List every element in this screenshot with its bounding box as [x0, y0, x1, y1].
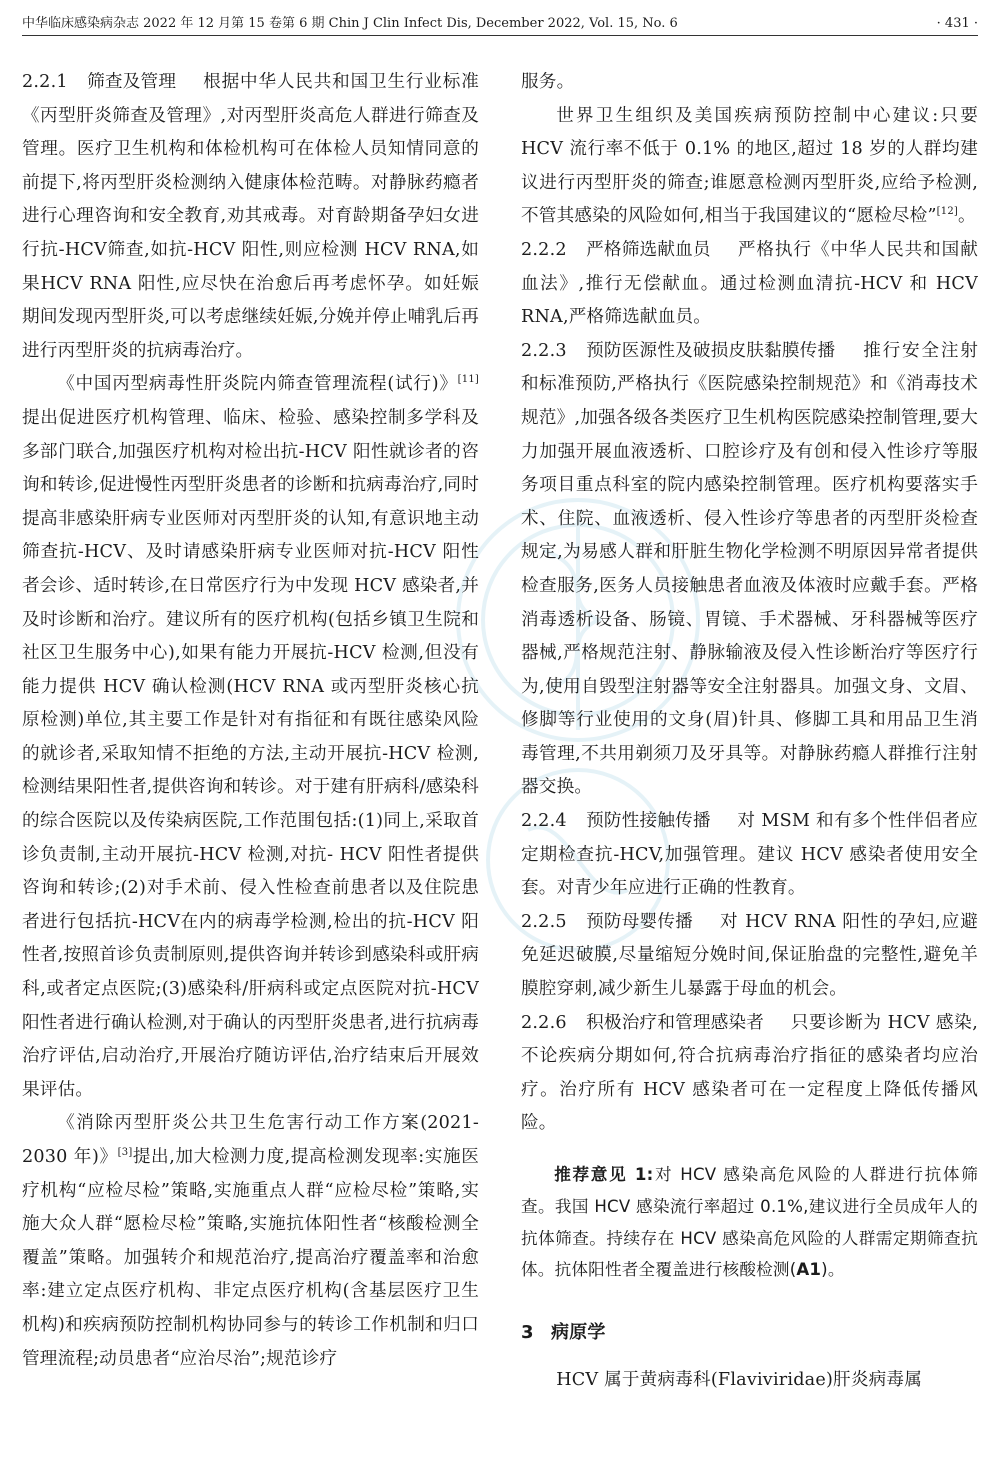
chapter-heading: [521, 1316, 978, 1350]
paragraph-continuation: 服务。: [521, 72, 575, 92]
body-columns: [22, 66, 978, 1449]
text-run: 提出促进医疗机构管理、临床、检验、感染控制多学科及多部门联合,加强医疗机构对检出抗-HCV 阳性就诊者的咨询和转诊,促进慢性丙型肝炎患者的诊断和抗病毒治疗,同时提高非感染肝病专业医师对丙型肝炎的认知,有意识地主动筛查抗-HCV、及时请感染肝病专业医师对抗-HCV 阳性者会诊、适时转诊,在日常医疗行为中发现 HCV 感染者,并及时诊断和治疗。建议所有的医疗机构(包括乡镇卫生院和社区卫生服务中心),如果有能力开展抗-HCV 检测,但没有能力提供 HCV 确认检测(HCV RNA 或丙型肝炎核心抗原检测)单位,其主要工作是针对有指征和有既往感染风险的就诊者,采取知情不拒绝的方法,主动开展抗-HCV 检测,检测结果阳性者,提供咨询和转诊。对于建有肝病科/感染科的综合医院以及传染病医院,工作范围包括:(1)同上,采取首诊负责制,主动开展抗-HCV 检测,对抗- HCV 阳性者提供咨询和转诊;(2)对手术前、侵入性检查前患者以及住院患者进行包括抗-HCV在内的病毒学检测,检出的抗-HCV 阳性者,按照首诊负责制原则,提供咨询并转诊到感染科或肝病科,或者定点医院;(3)感染科/肝病科或定点医院对抗-HCV 阳性者进行确认检测,对于确认的丙型肝炎患者,进行抗病毒治疗评估,启动治疗,开展治疗随访评估,治疗结束后开展效果评估。: [22, 407, 479, 1100]
section-2-2-1: [22, 66, 479, 368]
citation-ref: [11]: [457, 374, 479, 386]
citation-ref: [12]: [936, 206, 958, 218]
text-run: )。: [821, 1260, 845, 1280]
section-2-2-6: [521, 1007, 978, 1141]
paragraph-screening-process: [22, 368, 479, 1107]
text-run: 《中国丙型病毒性肝炎院内筛查管理流程(试行)》: [57, 374, 458, 395]
recommendation-text: 对 HCV 感染高危风险的人群进行抗体筛查。我国 HCV 感染流行率超过 0.1%,建议进行全员成年人的抗体筛查。持续存在 HCV 感染高危风险的人群需定期筛查抗体。抗体阳性者全覆盖进行核酸检测(: [521, 1165, 978, 1280]
journal-citation: 中华临床感染病杂志 2022 年 12 月第 15 卷第 6 期 Chin J Clin Infect Dis, December 2022, Vol. 15, No. 6: [22, 16, 678, 31]
recommendation-grade: A1: [796, 1260, 822, 1280]
section-body: 根据中华人民共和国卫生行业标准《丙型肝炎筛查及管理》,对丙型肝炎高危人群进行筛查及管理。医疗卫生机构和体检机构可在体检人员知情同意的前提下,将丙型肝炎检测纳入健康体检范畴。对静脉药瘾者进行心理咨询和安全教育,劝其戒毒。对育龄期备孕妇女进行抗-HCV筛查,如抗-HCV 阳性,则应检测 HCV RNA,如果HCV RNA 阳性,应尽快在治愈后再考虑怀孕。如妊娠期间发现丙型肝炎,可以考虑继续妊娠,分娩并停止哺乳后再进行丙型肝炎的抗病毒治疗。: [22, 72, 479, 361]
text-run: 世界卫生组织及美国疾病预防控制中心建议:只要 HCV 流行率不低于 0.1% 的地区,超过 18 岁的人群均建议进行丙型肝炎的筛查;谁愿意检测丙型肝炎,应给予检测,不管其感染的风险如何,相当于我国建议的“愿检尽检”: [521, 105, 978, 227]
section-title: 严格筛选献血员: [586, 239, 711, 260]
section-title: 预防医源性及破损皮肤黏膜传播: [586, 340, 836, 361]
section-title: 预防性接触传播: [586, 811, 711, 832]
chapter-number: 3: [521, 1322, 534, 1344]
section-number: 2.2.1: [22, 72, 68, 92]
section-body: 对 MSM 和有多个性伴侣者应定期检查抗-HCV,加强管理。建议 HCV 感染者使用安全套。对青少年应进行正确的性教育。: [521, 811, 978, 899]
running-header: [22, 13, 978, 36]
section-2-2-2: [521, 234, 978, 335]
chapter-title: 病原学: [551, 1322, 606, 1344]
section-number: 2.2.4: [521, 811, 567, 832]
spacer: [521, 1350, 978, 1364]
paragraph-action-plan: [22, 1107, 479, 1376]
section-2-2-5: [521, 906, 978, 1007]
paragraph-virology: HCV 属于黄病毒科(Flaviviridae)肝炎病毒属: [556, 1369, 923, 1390]
section-2-2-4: [521, 805, 978, 906]
page-number: · 431 ·: [936, 16, 978, 31]
right-column: [521, 66, 978, 1449]
section-body: 严格执行《中华人民共和国献血法》,推行无偿献血。通过检测血清抗-HCV 和 HCV RNA,严格筛选献血员。: [521, 239, 978, 328]
text-run: 。: [957, 206, 976, 227]
citation-ref: [3]: [117, 1147, 133, 1159]
section-body: 只要诊断为 HCV 感染,不论疾病分期如何,符合抗病毒治疗指征的感染者均应治疗。治疗所有 HCV 感染者可在一定程度上降低传播风险。: [521, 1012, 978, 1134]
section-number: 2.2.6: [521, 1012, 567, 1033]
left-column: [22, 66, 479, 1449]
text-run: 《消除丙型肝炎公共卫生危害行动工作方案(2021-2030 年)》: [22, 1113, 479, 1167]
section-number: 2.2.5: [521, 911, 567, 932]
text-run: 提出,加大检测力度,提高检测发现率:实施医疗机构“应检尽检”策略,实施重点人群“应检尽检”策略,实施大众人群“愿检尽检”策略,实施抗体阳性者“核酸检测全覆盖”策略。加强转介和规范治疗,提高治疗覆盖率和治愈率:建立定点医疗机构、非定点医疗机构(含基层医疗卫生机构)和疾病预防控制机构协同参与的转诊工作机制和归口管理流程;动员患者“应治尽治”;规范诊疗: [22, 1147, 479, 1369]
section-title: 预防母婴传播: [586, 911, 693, 932]
section-2-2-3: [521, 335, 978, 805]
section-number: 2.2.2: [521, 239, 567, 260]
recommendation-1: [521, 1159, 978, 1286]
section-body: 推行安全注射和标准预防,严格执行《医院感染控制规范》和《消毒技术规范》,加强各级各类医疗卫生机构医院感染控制管理,要大力加强开展血液透析、口腔诊疗及有创和侵入性诊疗等服务项目重点科室的院内感染控制管理。医疗机构要落实手术、住院、血液透析、侵入性诊疗等患者的丙型肝炎检查规定,为易感人群和肝脏生物化学检测不明原因异常者提供检查服务,医务人员接触患者血液及体液时应戴手套。严格消毒透析设备、肠镜、胃镜、手术器械、牙科器械等医疗器械,严格规范注射、静脉输液及侵入性诊断治疗等医疗行为,使用自毁型注射器等安全注射器具。加强文身、文眉、修脚等行业使用的文身(眉)针具、修脚工具和用品卫生消毒管理,不共用剃须刀及牙具等。对静脉药瘾人群推行注射器交换。: [521, 340, 978, 798]
recommendation-label: 推荐意见 1:: [554, 1165, 654, 1184]
paragraph-who-cdc: [521, 100, 978, 234]
section-body: 对 HCV RNA 阳性的孕妇,应避免延迟破膜,尽量缩短分娩时间,保证胎盘的完整性,避免羊膜腔穿刺,减少新生儿暴露于母血的机会。: [521, 911, 978, 1000]
section-number: 2.2.3: [521, 340, 567, 361]
section-title: 积极治疗和管理感染者: [586, 1012, 765, 1033]
section-title: 筛查及管理: [87, 72, 177, 92]
